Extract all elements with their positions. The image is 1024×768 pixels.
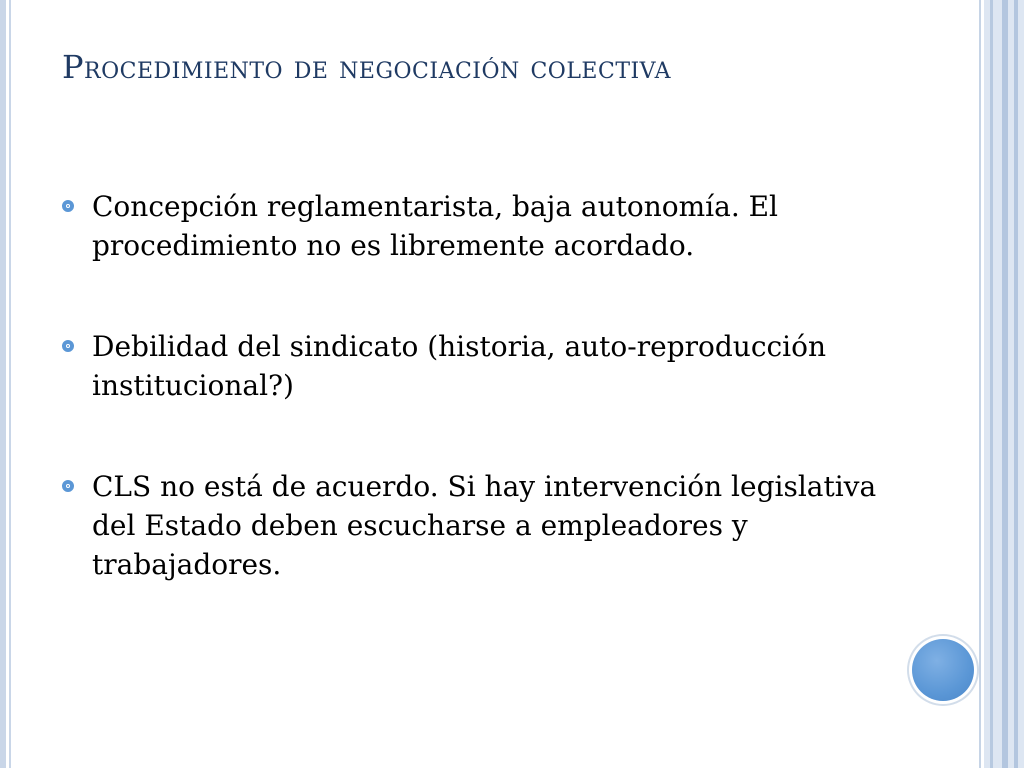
slide-title: Procedimiento de negociación colectiva bbox=[62, 48, 671, 86]
bullet-circle-icon bbox=[62, 200, 74, 212]
bullet-circle-icon bbox=[62, 480, 74, 492]
right-border-line bbox=[990, 0, 993, 768]
right-border-line bbox=[979, 0, 981, 768]
left-border-stripe bbox=[0, 0, 6, 768]
left-border-line bbox=[9, 0, 11, 768]
bullet-text: Concepción reglamentarista, baja autonomía. El procedimiento no es libremente acordado. bbox=[92, 190, 779, 262]
right-border-line bbox=[1002, 0, 1008, 768]
right-border-line bbox=[1014, 0, 1018, 768]
bullet-circle-icon bbox=[62, 340, 74, 352]
decorative-circle-icon bbox=[912, 639, 974, 701]
bullet-text: Debilidad del sindicato (historia, auto-reproducción institucional?) bbox=[92, 330, 827, 402]
bullet-text: CLS no está de acuerdo. Si hay intervención legislativa del Estado deben escucharse a empleadores y trabajadores. bbox=[92, 470, 877, 581]
